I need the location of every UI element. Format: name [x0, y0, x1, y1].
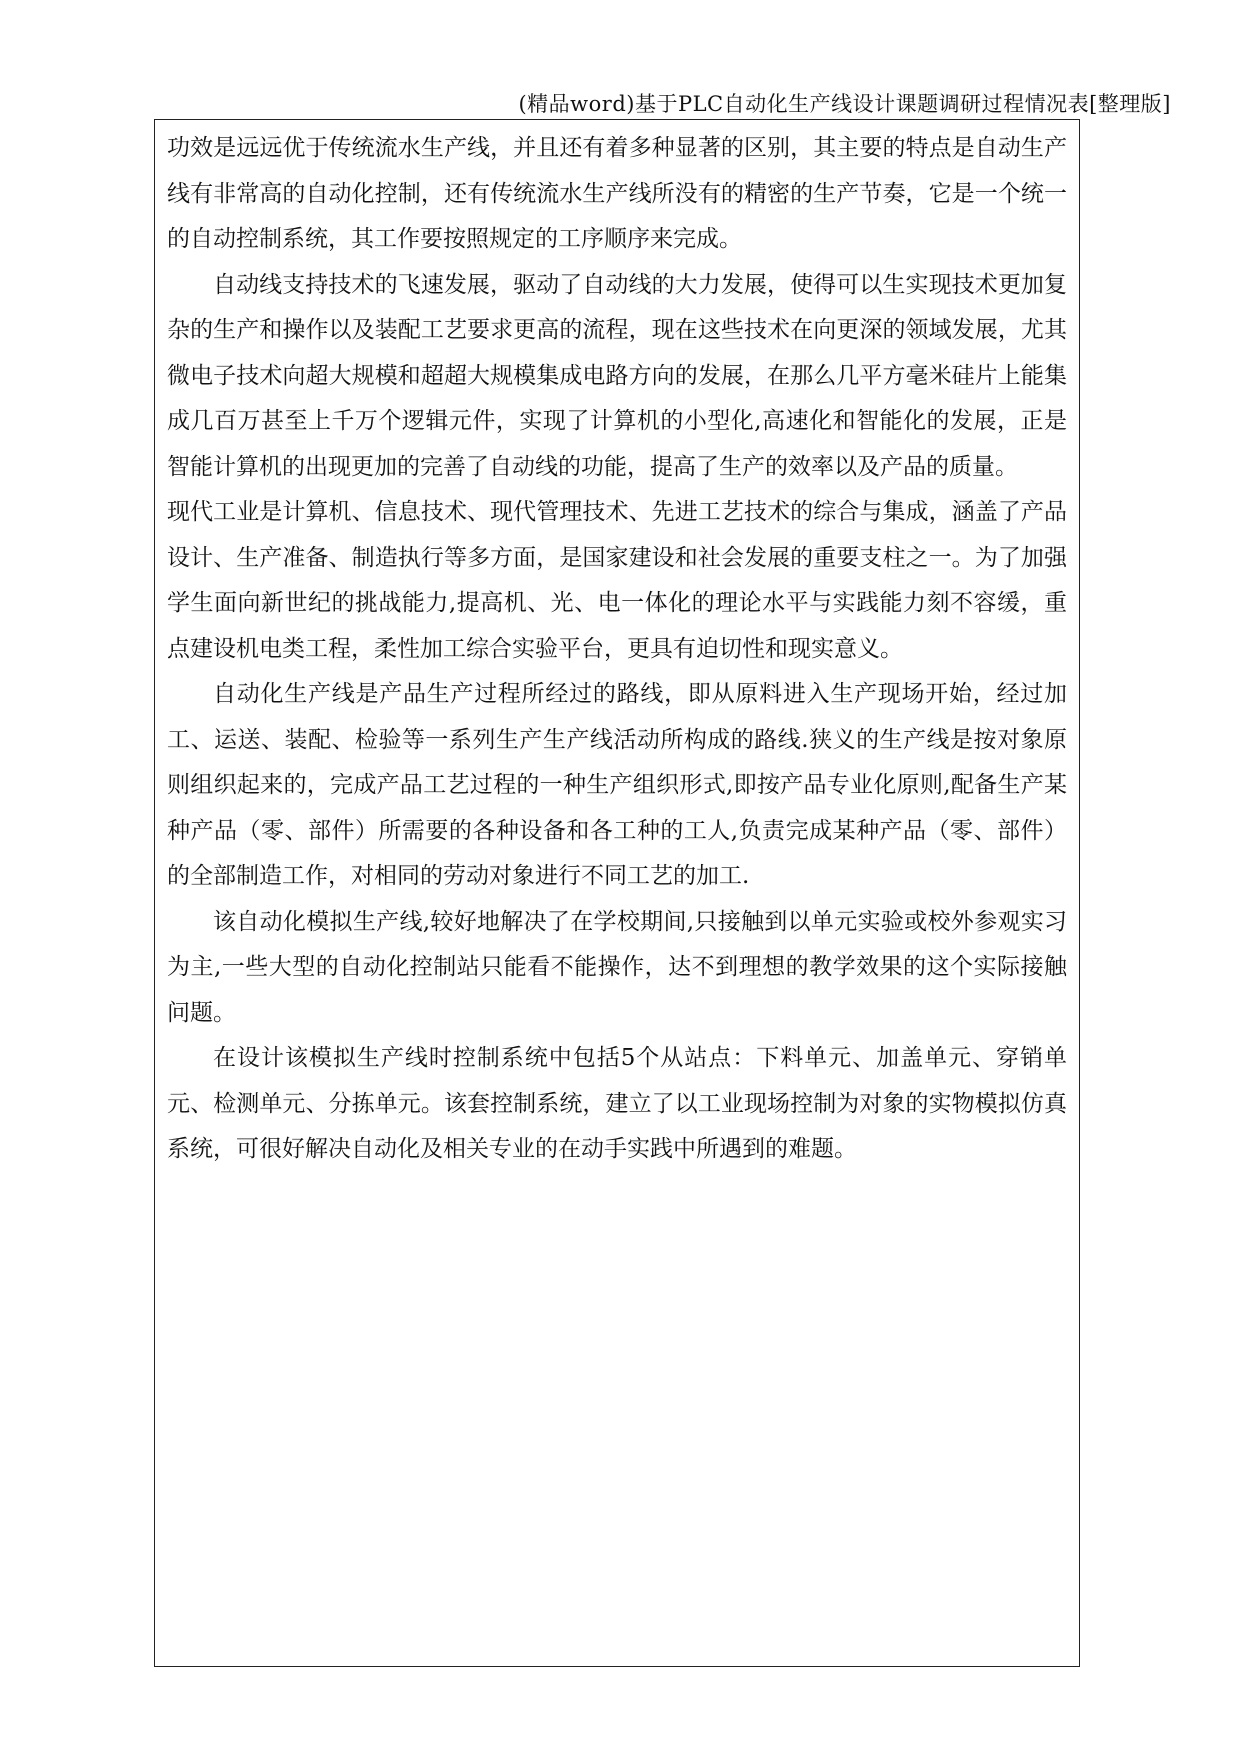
paragraph-6: 在设计该模拟生产线时控制系统中包括5个从站点：下料单元、加盖单元、穿销单元、检测单元、分拣单元。该套控制系统，建立了以工业现场控制为对象的实物模拟仿真系统，可很好解决自动化及相关专业的在动手实践中所遇到的难题。: [167, 1045, 1067, 1162]
table-frame: [154, 119, 1080, 1667]
paragraph-5: 该自动化模拟生产线,较好地解决了在学校期间,只接触到以单元实验或校外参观实习为主,一些大型的自动化控制站只能看不能操作，达不到理想的教学效果的这个实际接触问题。: [167, 908, 1067, 1026]
paragraph-3: 现代工业是计算机、信息技术、现代管理技术、先进工艺技术的综合与集成，涵盖了产品设计、生产准备、制造执行等多方面，是国家建设和社会发展的重要支柱之一。为了加强学生面向新世纪的挑战能力,提高机、光、电一体化的理论水平与实践能力刻不容缓，重点建设机电类工程，柔性加工综合实验平台，更具有迫切性和现实意义。: [167, 499, 1067, 662]
body-content: [167, 126, 1067, 1173]
paragraph-2: 自动线支持技术的飞速发展，驱动了自动线的大力发展，使得可以生实现技术更加复杂的生产和操作以及装配工艺要求更高的流程，现在这些技术在向更深的领域发展，尤其微电子技术向超大规模和超超大规模集成电路方向的发展，在那么几平方毫米硅片上能集成几百万甚至上千万个逻辑元件，实现了计算机的小型化,高速化和智能化的发展，正是智能计算机的出现更加的完善了自动线的功能，提高了生产的效率以及产品的质量。: [167, 271, 1067, 480]
document-header: (精品word)基于PLC自动化生产线设计课题调研过程情况表[整理版]: [518, 92, 1171, 116]
paragraph-1: 功效是远远优于传统流水生产线，并且还有着多种显著的区别，其主要的特点是自动生产线有非常高的自动化控制，还有传统流水生产线所没有的精密的生产节奏，它是一个统一的自动控制系统，其工作要按照规定的工序顺序来完成。: [167, 135, 1067, 252]
paragraph-4: 自动化生产线是产品生产过程所经过的路线，即从原料进入生产现场开始，经过加工、运送、装配、检验等一系列生产生产线活动所构成的路线.狭义的生产线是按对象原则组织起来的，完成产品工艺过程的一种生产组织形式,即按产品专业化原则,配备生产某种产品（零、部件）所需要的各种设备和各工种的工人,负责完成某种产品（零、部件）的全部制造工作，对相同的劳动对象进行不同工艺的加工.: [167, 681, 1067, 889]
